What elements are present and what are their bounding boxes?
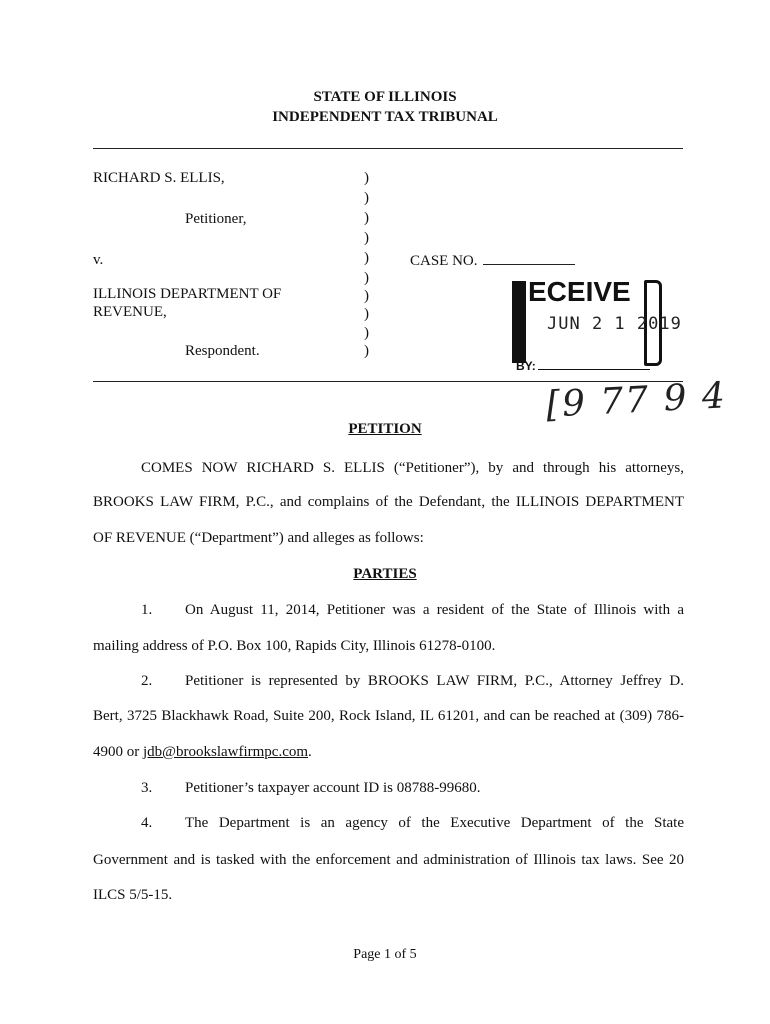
respondent-name-line1: ILLINOIS DEPARTMENT OF xyxy=(93,286,282,302)
attorney-email-link[interactable]: jdb@brookslawfirmpc.com xyxy=(143,744,309,760)
paragraph-number: 4. xyxy=(141,815,153,831)
caption-paren: ) xyxy=(364,288,369,304)
caption-paren: ) xyxy=(364,190,369,206)
paragraph-4-line-3: ILCS 5/5-15. xyxy=(93,887,173,903)
caption-paren: ) xyxy=(364,230,369,246)
caption-paren: ) xyxy=(364,343,369,359)
caption-paren: ) xyxy=(364,250,369,266)
petitioner-name: RICHARD S. ELLIS, xyxy=(93,170,225,186)
intro-line-1: COMES NOW RICHARD S. ELLIS (“Petitioner”), by and through his attorneys, xyxy=(141,460,684,476)
paragraph-2-line-2: Bert, 3725 Blackhawk Road, Suite 200, Rock Island, IL 61201, and can be reached at (309) 786- xyxy=(93,708,684,724)
case-number-blank xyxy=(483,251,575,265)
handwritten-case-number: [9 77 9 4 xyxy=(545,375,728,426)
intro-line-2: BROOKS LAW FIRM, P.C., and complains of the Defendant, the ILLINOIS DEPARTMENT xyxy=(93,494,684,510)
intro-line-3: OF REVENUE (“Department”) and alleges as follows: xyxy=(93,530,424,546)
versus: v. xyxy=(93,252,104,268)
paragraph-4-line-2: Government and is tasked with the enforcement and administration of Illinois tax laws. See 20 xyxy=(93,852,684,868)
stamp-by-label: BY: xyxy=(516,359,536,373)
paragraph-3-line-1: Petitioner’s taxpayer account ID is 08788-99680. xyxy=(185,780,481,796)
stamp-received-word: ECEIVE xyxy=(528,276,631,307)
tribunal-name: INDEPENDENT TAX TRIBUNAL xyxy=(272,109,498,125)
paragraph-2-line-3: 4900 or jdb@brookslawfirmpc.com. xyxy=(93,744,312,760)
petitioner-role: Petitioner, xyxy=(185,211,247,227)
paragraph-number: 2. xyxy=(141,673,153,689)
paragraph-number: 3. xyxy=(141,780,153,796)
caption-paren: ) xyxy=(364,306,369,322)
caption-paren: ) xyxy=(364,170,369,186)
stamp-date: JUN 2 1 2019 xyxy=(547,314,682,334)
stamp-by-line xyxy=(538,369,650,370)
page-number: Page 1 of 5 xyxy=(353,947,417,962)
stamp-bar-left xyxy=(512,281,526,363)
paragraph-number: 1. xyxy=(141,602,153,618)
respondent-name-line2: REVENUE, xyxy=(93,304,167,320)
paragraph-1-line-1: On August 11, 2014, Petitioner was a resident of the State of Illinois with a xyxy=(185,602,684,618)
received-stamp xyxy=(510,276,682,378)
paragraph-2-line-1: Petitioner is represented by BROOKS LAW FIRM, P.C., Attorney Jeffrey D. xyxy=(185,673,684,689)
case-number-label: CASE NO. xyxy=(410,251,575,270)
caption-paren: ) xyxy=(364,210,369,226)
paragraph-1-line-2: mailing address of P.O. Box 100, Rapids City, Illinois 61278-0100. xyxy=(93,638,496,654)
caption-paren: ) xyxy=(364,270,369,286)
tribunal-state: STATE OF ILLINOIS xyxy=(313,89,457,105)
paragraph-4-line-1: The Department is an agency of the Executive Department of the State xyxy=(185,815,684,831)
petition-title: PETITION xyxy=(348,421,422,437)
caption-paren: ) xyxy=(364,325,369,341)
respondent-role: Respondent. xyxy=(185,343,260,359)
parties-heading: PARTIES xyxy=(353,566,417,582)
caption-top-rule xyxy=(93,148,683,149)
